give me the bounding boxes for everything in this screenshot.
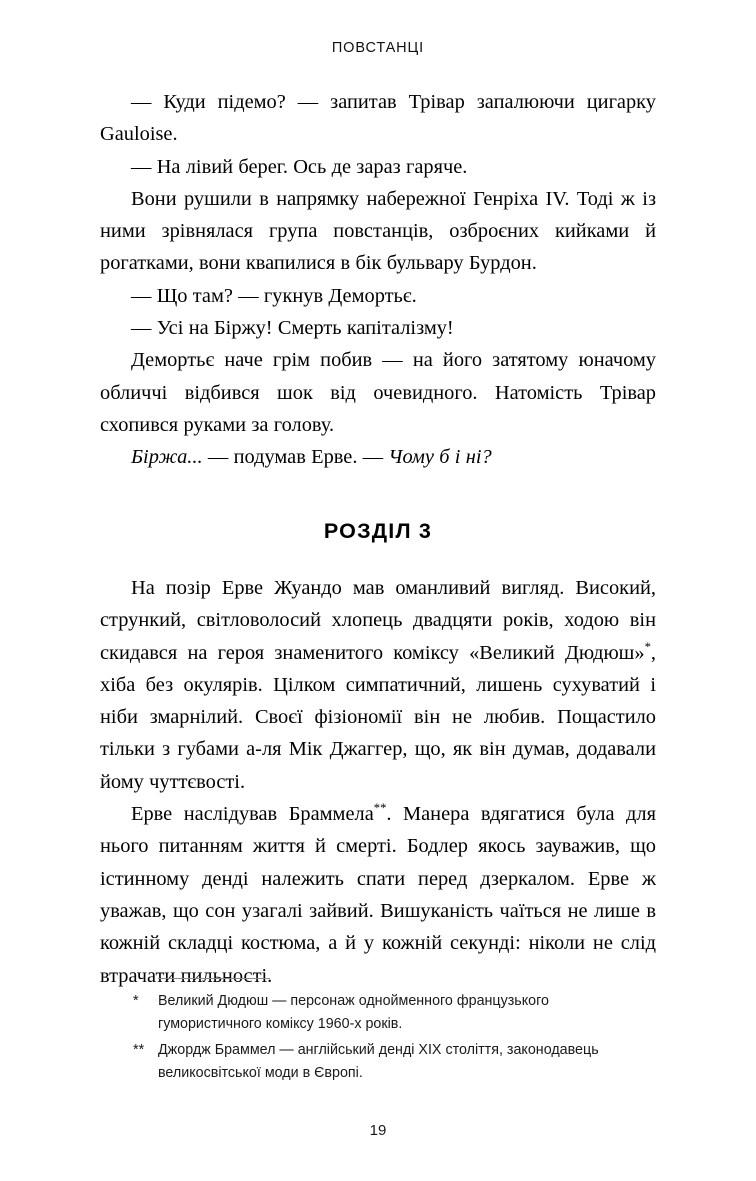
- paragraph-italic-thought: [100, 441, 656, 473]
- page-number: 19: [369, 1122, 387, 1139]
- footnote-reference-1[interactable]: *: [644, 639, 651, 654]
- footnote-marker: *: [133, 993, 139, 1009]
- paragraph-text: Ерве наслідував Браммела: [131, 803, 374, 826]
- footnote-text: Великий Дюдюш — персонаж однойменного французького гумористичного коміксу 1960-х років.: [158, 993, 549, 1032]
- paragraph: — Куди підемо? — запитав Трівар запалюючи цигарку Gauloise.: [100, 91, 656, 146]
- footnote-item: [100, 990, 656, 1035]
- body-text-after-chapter: [100, 572, 656, 992]
- italic-thought-lead: Біржа...: [131, 446, 203, 469]
- footnote-divider-rule: [158, 978, 270, 979]
- paragraph: — Що там? — гукнув Демортьє.: [131, 284, 417, 307]
- paragraph: Вони рушили в напрямку набережної Генріха IV. Тоді ж із ними зрівнялася група повстанців, озброєних кийками й рогатками, вони квапилися в бік бульвару Бурдон.: [100, 187, 656, 275]
- paragraph: [100, 572, 656, 798]
- paragraph-text: На позір Ерве Жуандо мав оманливий вигляд. Високий, стрункий, світловолосий хлопець двадцяти років, ходою він скидався на героя знаменитого коміксу «Великий Дюдюш»: [100, 577, 656, 664]
- paragraph-text-continued: . Манера вдягатися була для нього питанням життя й смерті. Бодлер якось зауважив, що істинному денді належить спати перед дзеркалом. Ерве ж уважав, що сон узагалі зайвий. Вишуканість чаїться не лише в кожній складці костюма, а й у кожній секунді: ніколи не слід втрачати пильності.: [100, 803, 656, 987]
- paragraph-text-continued: , хіба без окулярів. Цілком симпатичний, лишень сухуватий і ніби змарнілий. Своєї фізіономії він не любив. Пощастило тільки з губами а-ля Мік Джаггер, що, як він думав, додавали йому чуттєвості.: [100, 641, 656, 793]
- footnote-marker: **: [133, 1042, 145, 1058]
- footnotes-section: [100, 978, 656, 1088]
- italic-thought-tail: Чому б і ні?: [388, 446, 492, 469]
- paragraph: [100, 798, 656, 992]
- footnote-reference-2[interactable]: **: [373, 801, 387, 816]
- thought-attribution: — подумав Ерве. —: [202, 446, 389, 469]
- footnote-text: Джордж Браммел — англійський денді XIX століття, законодавець великосвітської моди в Європі.: [158, 1042, 599, 1081]
- paragraph: — Усі на Біржу! Смерть капіталізму!: [131, 317, 454, 340]
- footnote-item: [100, 1039, 656, 1084]
- running-header: ПОВСТАНЦІ: [331, 40, 425, 56]
- paragraph: — На лівий берег. Ось де зараз гаряче.: [131, 155, 468, 178]
- body-text-before-chapter: [100, 86, 656, 474]
- paragraph: Демортьє наче грім побив — на його затятому юначому обличчі відбився шок від очевидного. Натомість Трівар схопився руками за голову.: [100, 349, 656, 436]
- chapter-heading: РОЗДІЛ 3: [323, 519, 433, 543]
